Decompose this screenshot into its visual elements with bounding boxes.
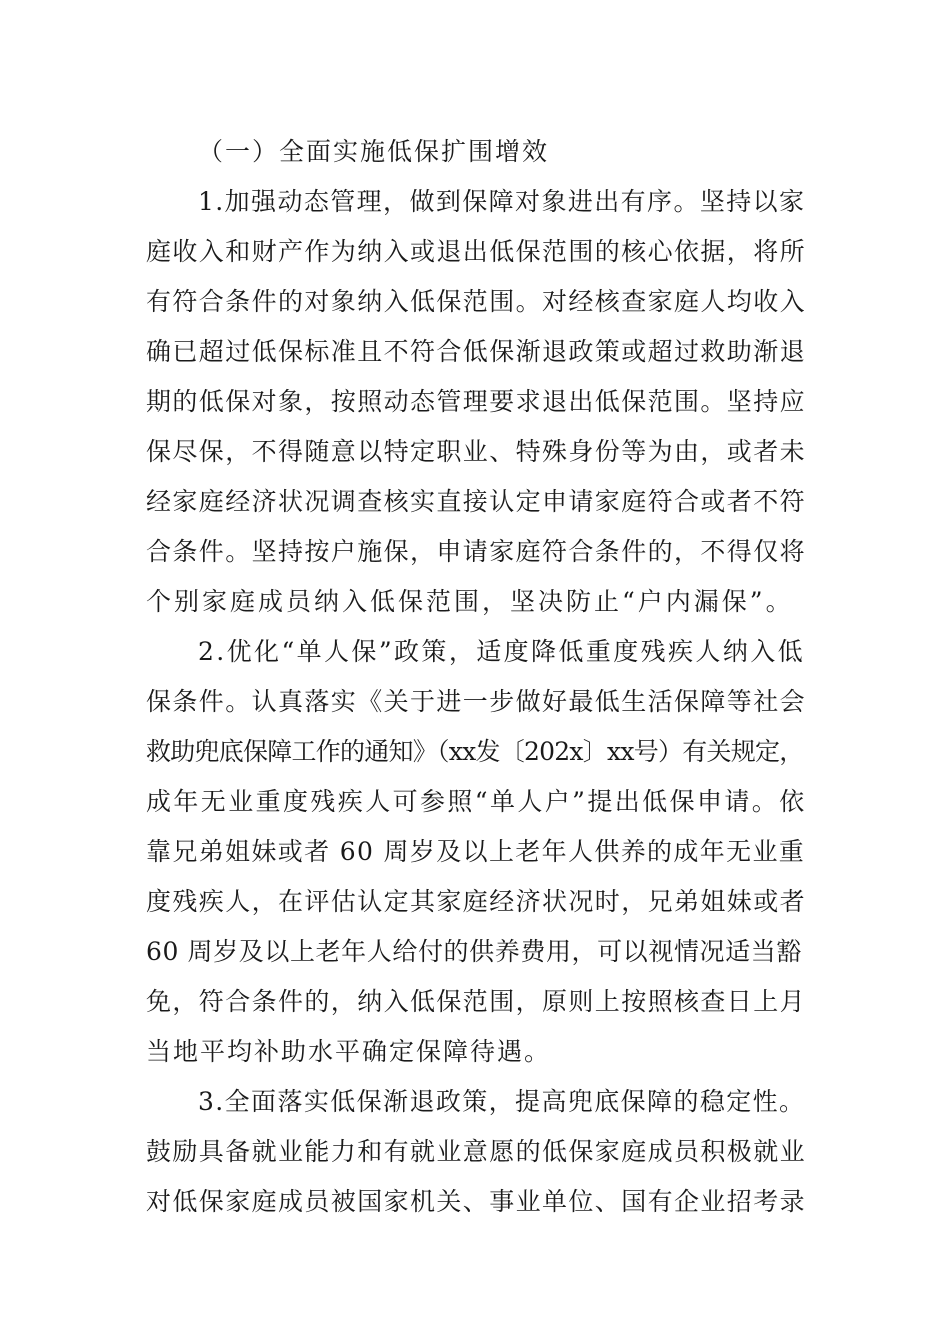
paragraph-1-line-3: 有符合条件的对象纳入低保范围。对经核查家庭人均收入 xyxy=(146,287,807,316)
paragraph-3-line-1: 3.全面落实低保渐退政策，提高兜底保障的稳定性。 xyxy=(198,1087,806,1116)
paragraph-3-line-2: 鼓励具备就业能力和有就业意愿的低保家庭成员积极就业 xyxy=(146,1137,807,1166)
paragraph-2-line-4: 成年无业重度残疾人可参照“单人户”提出低保申请。依 xyxy=(146,787,807,816)
paragraph-2-line-8: 免，符合条件的，纳入低保范围，原则上按照核查日上月 xyxy=(146,987,807,1016)
paragraph-1-line-5: 期的低保对象，按照动态管理要求退出低保范围。坚持应 xyxy=(146,387,807,416)
paragraph-2-line-3: 救助兜底保障工作的通知》（xx发〔202x〕xx号）有关规定， xyxy=(146,737,804,766)
paragraph-2-line-7: 60 周岁及以上老年人给付的供养费用，可以视情况适当豁 xyxy=(146,937,802,966)
paragraph-1-line-6: 保尽保，不得随意以特定职业、特殊身份等为由，或者未 xyxy=(146,437,807,466)
paragraph-1-line-8: 合条件。坚持按户施保，申请家庭符合条件的，不得仅将 xyxy=(146,537,807,566)
paragraph-2-line-1: 2.优化“单人保”政策，适度降低重度残疾人纳入低 xyxy=(198,637,806,666)
paragraph-2-line-2: 保条件。认真落实《关于进一步做好最低生活保障等社会 xyxy=(146,687,807,716)
paragraph-2-line-6: 度残疾人，在评估认定其家庭经济状况时，兄弟姐妹或者 xyxy=(146,887,807,916)
paragraph-1-line-2: 庭收入和财产作为纳入或退出低保范围的核心依据，将所 xyxy=(146,237,807,266)
paragraph-1-line-4: 确已超过低保标准且不符合低保渐退政策或超过救助渐退 xyxy=(146,337,807,366)
paragraph-1-line-7: 经家庭经济状况调查核实直接认定申请家庭符合或者不符 xyxy=(146,487,807,516)
paragraph-3-line-3: 对低保家庭成员被国家机关、事业单位、国有企业招考录 xyxy=(146,1187,807,1216)
paragraph-2-line-5: 靠兄弟姐妹或者 60 周岁及以上老年人供养的成年无业重 xyxy=(146,837,806,866)
section-heading: （一）全面实施低保扩围增效 xyxy=(198,137,550,166)
paragraph-2-line-9: 当地平均补助水平确定保障待遇。 xyxy=(146,1037,552,1066)
paragraph-1-line-1: 1.加强动态管理，做到保障对象进出有序。坚持以家 xyxy=(198,187,806,216)
paragraph-1-line-9: 个别家庭成员纳入低保范围，坚决防止“户内漏保”。 xyxy=(146,587,794,616)
